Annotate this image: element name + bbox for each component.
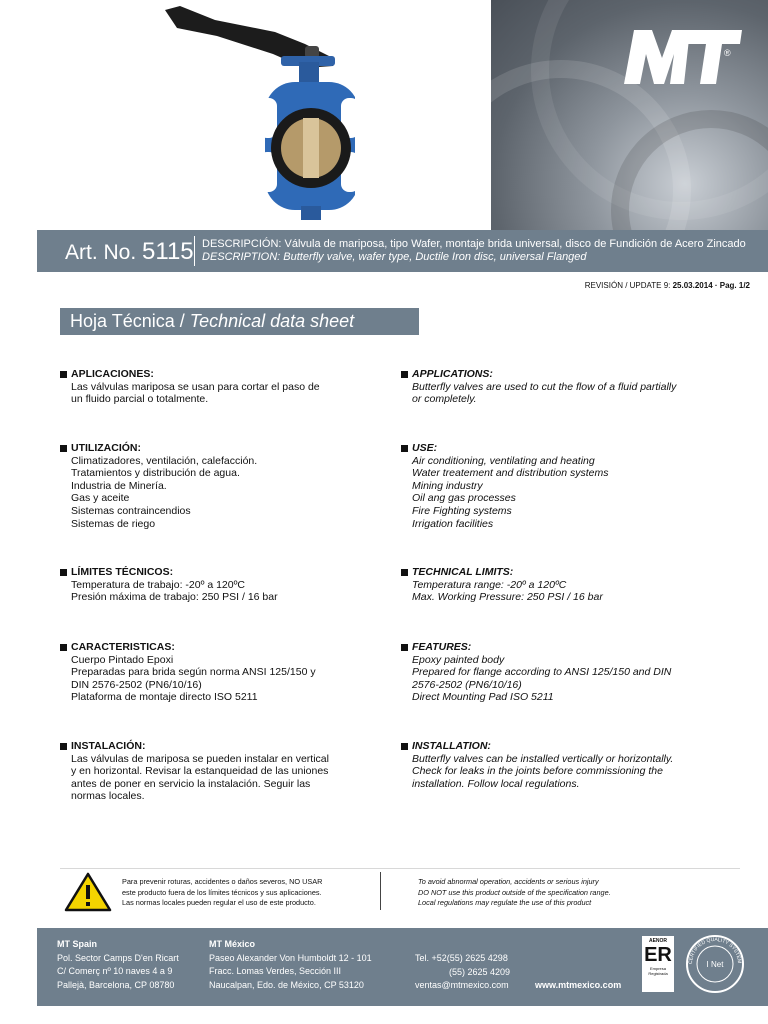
- article-number-value: 5115: [142, 238, 194, 265]
- bullet-square-icon: [60, 371, 67, 378]
- warning-top-rule: [60, 868, 740, 869]
- description-en: DESCRIPTION: Butterfly valve, wafer type, Ductile Iron disc, universal Flanged: [202, 251, 587, 263]
- warning-text-es: Para prevenir roturas, accidentes o daños severos, NO USAR este producto fuera de los límites técnicos y sus aplicaciones. Las normas locales pueden regular el uso de este producto.: [122, 877, 323, 907]
- section-features: FEATURES: Epoxy painted body Prepared for flange according to ANSI 125/150 and DIN 2576-2502 (PN6/10/16) Direct Mounting Pad ISO 5211: [401, 641, 721, 704]
- section-aplicaciones: APLICACIONES: Las válvulas mariposa se usan para cortar el paso de un fluido parcial o totalmente.: [60, 368, 350, 406]
- bullet-square-icon: [401, 743, 408, 750]
- email-link[interactable]: ventas@mtmexico.com: [415, 980, 509, 990]
- section-utilizacion: UTILIZACIÓN: Climatizadores, ventilación, calefacción. Tratamientos y distribución de agua. Industria de Minería. Gas y aceite Sistemas contraincendios Sistemas de riego: [60, 442, 350, 530]
- warning-triangle-icon: [64, 872, 112, 912]
- svg-text:I Net: I Net: [706, 960, 724, 969]
- section-technical-limits: TECHNICAL LIMITS: Temperatura range: -20º a 120ºC Max. Working Pressure: 250 PSI / 16 bar: [401, 566, 721, 604]
- revision-info: REVISIÓN / UPDATE 9: 25.03.2014 · Pag. 1/2: [584, 281, 750, 290]
- section-applications: APPLICATIONS: Butterfly valves are used to cut the flow of a fluid partially or completely.: [401, 368, 721, 406]
- footer-contact: Tel. +52(55) 2625 4298 (55) 2625 4209 ventas@mtmexico.com: [415, 952, 510, 993]
- bullet-square-icon: [60, 569, 67, 576]
- article-title-bar: [37, 230, 768, 272]
- footer-mt-mexico: MT México Paseo Alexander Von Humboldt 12 - 101 Fracc. Lomas Verdes, Sección III Naucalpan, Edo. de México, CP 53120: [209, 939, 372, 990]
- iqnet-certification-logo: [685, 934, 745, 994]
- bullet-square-icon: [60, 743, 67, 750]
- section-installation: INSTALLATION: Butterfly valves can be installed vertically or horizontally. Check for leaks in the joints before commissioning the installation. Follow local regulations.: [401, 740, 721, 790]
- bullet-square-icon: [401, 445, 408, 452]
- svg-text:CERTIFIED QUALITY SYSTEM: CERTIFIED QUALITY SYSTEM: [687, 936, 743, 965]
- section-instalacion: INSTALACIÓN: Las válvulas de mariposa se pueden instalar en vertical y en horizontal. Revisar la estanqueidad de las uniones antes de poner en servicio la instalación. Seguir las normas locales.: [60, 740, 350, 803]
- bullet-square-icon: [401, 569, 408, 576]
- section-use: USE: Air conditioning, ventilating and heating Water treatement and distribution systems Mining industry Oil ang gas processes Fire Fighting systems Irrigation facilities: [401, 442, 721, 530]
- bullet-square-icon: [401, 644, 408, 651]
- aenor-certification-logo: AENOR ER Empresa Registrada: [642, 936, 674, 992]
- description-es: DESCRIPCIÓN: Válvula de mariposa, tipo Wafer, montaje brida universal, disco de Fundición de Acero Zincado: [202, 238, 746, 250]
- website-link[interactable]: www.mtmexico.com: [535, 980, 622, 990]
- bullet-square-icon: [60, 644, 67, 651]
- section-caracteristicas: CARACTERISTICAS: Cuerpo Pintado Epoxi Preparadas para brida según norma ANSI 125/150 y DIN 2576-2502 (PN6/10/16) Plataforma de montaje directo ISO 5211: [60, 641, 350, 704]
- title-divider: [194, 236, 195, 266]
- article-number: Art. No. 5115: [65, 238, 194, 265]
- section-limites-tecnicos: LÍMITES TÉCNICOS: Temperatura de trabajo: -20º a 120ºC Presión máxima de trabajo: 250 PSI / 16 bar: [60, 566, 350, 604]
- butterfly-valve-image: [155, 2, 355, 227]
- warning-divider: [380, 872, 381, 910]
- footer-mt-spain: MT Spain Pol. Sector Camps D'en Ricart C/ Comerç nº 10 naves 4 a 9 Pallejà, Barcelona, CP 08780: [57, 939, 179, 990]
- bullet-square-icon: [60, 445, 67, 452]
- footer: [37, 928, 768, 1006]
- bullet-square-icon: [401, 371, 408, 378]
- sheet-title: Hoja Técnica / Technical data sheet: [60, 308, 419, 335]
- warning-text-en: To avoid abnormal operation, accidents or serious injury DO NOT use this product outside of the specification range. Local regulations may regulate the use of this product: [418, 877, 611, 907]
- registered-mark: ®: [724, 48, 731, 58]
